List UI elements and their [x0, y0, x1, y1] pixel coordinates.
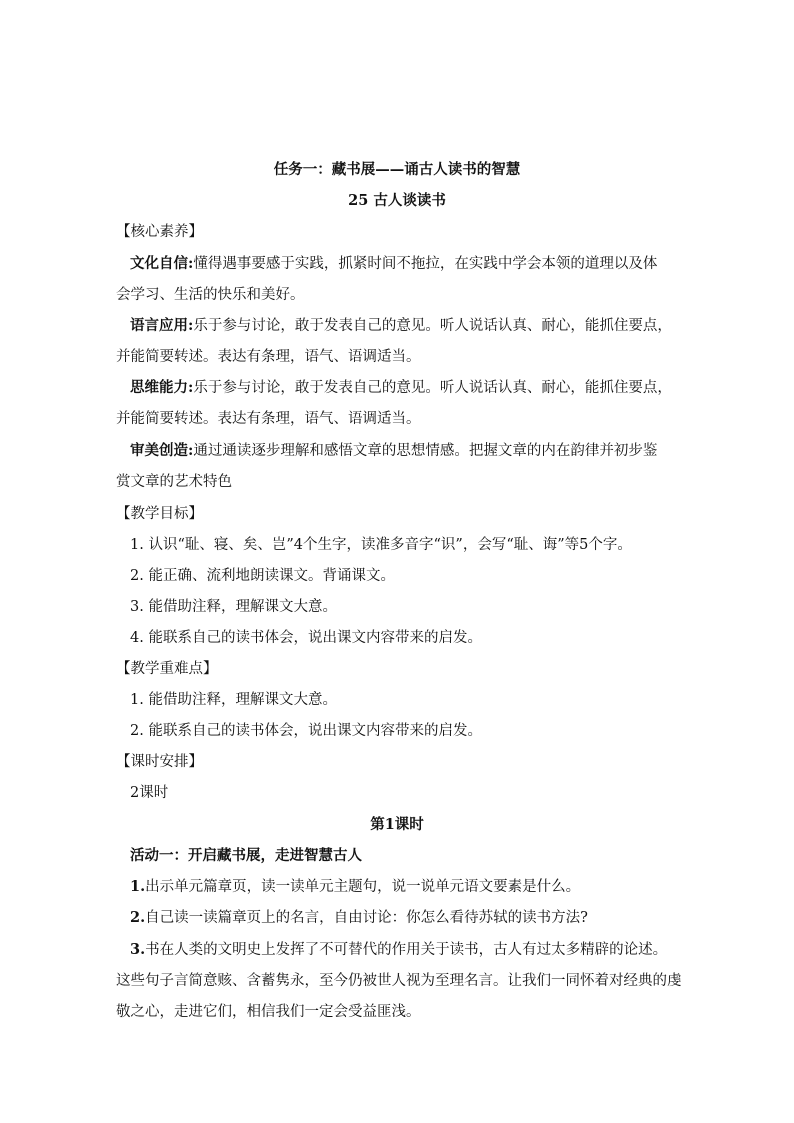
key-difficulties-heading: 【教学重难点】 — [116, 661, 218, 677]
step-number: 1. — [130, 878, 146, 895]
core-literacy-item-thinking — [130, 378, 794, 398]
core-literacy-heading: 【核心素养】 — [116, 224, 203, 240]
core-literacy-label: 审美创造: — [130, 442, 194, 459]
teaching-goal-item: 3. 能借助注释，理解课文大意。 — [130, 599, 337, 615]
teaching-goal-item: 1. 认识“耻、寝、矣、岂”4个生字，读准多音字“识”，会写“耻、诲”等5个字。 — [130, 537, 632, 553]
activity-step-continued: 这些句子言简意赅、含蓄隽永，至今仍被世人视为至理名言。让我们一同怀着对经典的虔 — [116, 973, 682, 989]
core-literacy-text: 通过通读逐步理解和感悟文章的思想情感。把握文章的内在韵律并初步鉴 — [193, 443, 658, 459]
core-literacy-text-continued: 赏文章的艺术特色 — [116, 474, 232, 490]
core-literacy-text-continued: 会学习、生活的快乐和美好。 — [116, 287, 305, 303]
core-literacy-text: 乐于参与讨论，敢于发表自己的意见。听人说话认真、耐心，能抓住要点， — [193, 380, 672, 396]
key-difficulty-item: 2. 能联系自己的读书体会，说出课文内容带来的启发。 — [130, 723, 482, 739]
core-literacy-label: 语言应用: — [130, 317, 194, 334]
core-literacy-item-aesthetic — [130, 441, 794, 461]
core-literacy-label: 文化自信: — [130, 255, 194, 272]
core-literacy-label: 思维能力: — [130, 379, 194, 396]
step-number: 2. — [130, 909, 146, 926]
lesson-title: 25 古人谈读书 — [348, 192, 446, 209]
task-title: 任务一：藏书展——诵古人读书的智慧 — [273, 161, 521, 178]
teaching-goals-heading: 【教学目标】 — [116, 506, 203, 522]
activity-title: 活动一：开启藏书展，走进智慧古人 — [130, 847, 362, 864]
period-title: 第1课时 — [370, 816, 424, 833]
core-literacy-text-continued: 并能简要转述。表达有条理，语气、语调适当。 — [116, 349, 421, 365]
step-text: 书在人类的文明史上发挥了不可替代的作用关于读书，古人有过太多精辟的论述。 — [145, 942, 668, 958]
core-literacy-text: 乐于参与讨论，敢于发表自己的意见。听人说话认真、耐心，能抓住要点， — [193, 318, 672, 334]
schedule-value: 2课时 — [130, 785, 169, 801]
core-literacy-item-language — [130, 316, 794, 336]
step-number: 3. — [130, 941, 146, 958]
core-literacy-text-continued: 并能简要转述。表达有条理，语气、语调适当。 — [116, 411, 421, 427]
activity-step — [130, 877, 794, 897]
activity-step-continued: 敬之心，走进它们，相信我们一定会受益匪浅。 — [116, 1004, 421, 1020]
activity-step — [130, 908, 794, 928]
core-literacy-text: 懂得遇事要感于实践，抓紧时间不拖拉，在实践中学会本领的道理以及体 — [193, 256, 658, 272]
step-text: 自己读一读篇章页上的名言，自由讨论：你怎么看待苏轼的读书方法? — [145, 910, 588, 926]
schedule-heading: 【课时安排】 — [116, 754, 203, 770]
core-literacy-item-culture — [130, 254, 794, 274]
teaching-goal-item: 4. 能联系自己的读书体会，说出课文内容带来的启发。 — [130, 630, 482, 646]
key-difficulty-item: 1. 能借助注释，理解课文大意。 — [130, 692, 337, 708]
activity-step — [130, 940, 794, 960]
teaching-goal-item: 2. 能正确、流利地朗读课文。背诵课文。 — [130, 568, 395, 584]
step-text: 出示单元篇章页，读一读单元主题句，说一说单元语文要素是什么。 — [145, 879, 581, 895]
